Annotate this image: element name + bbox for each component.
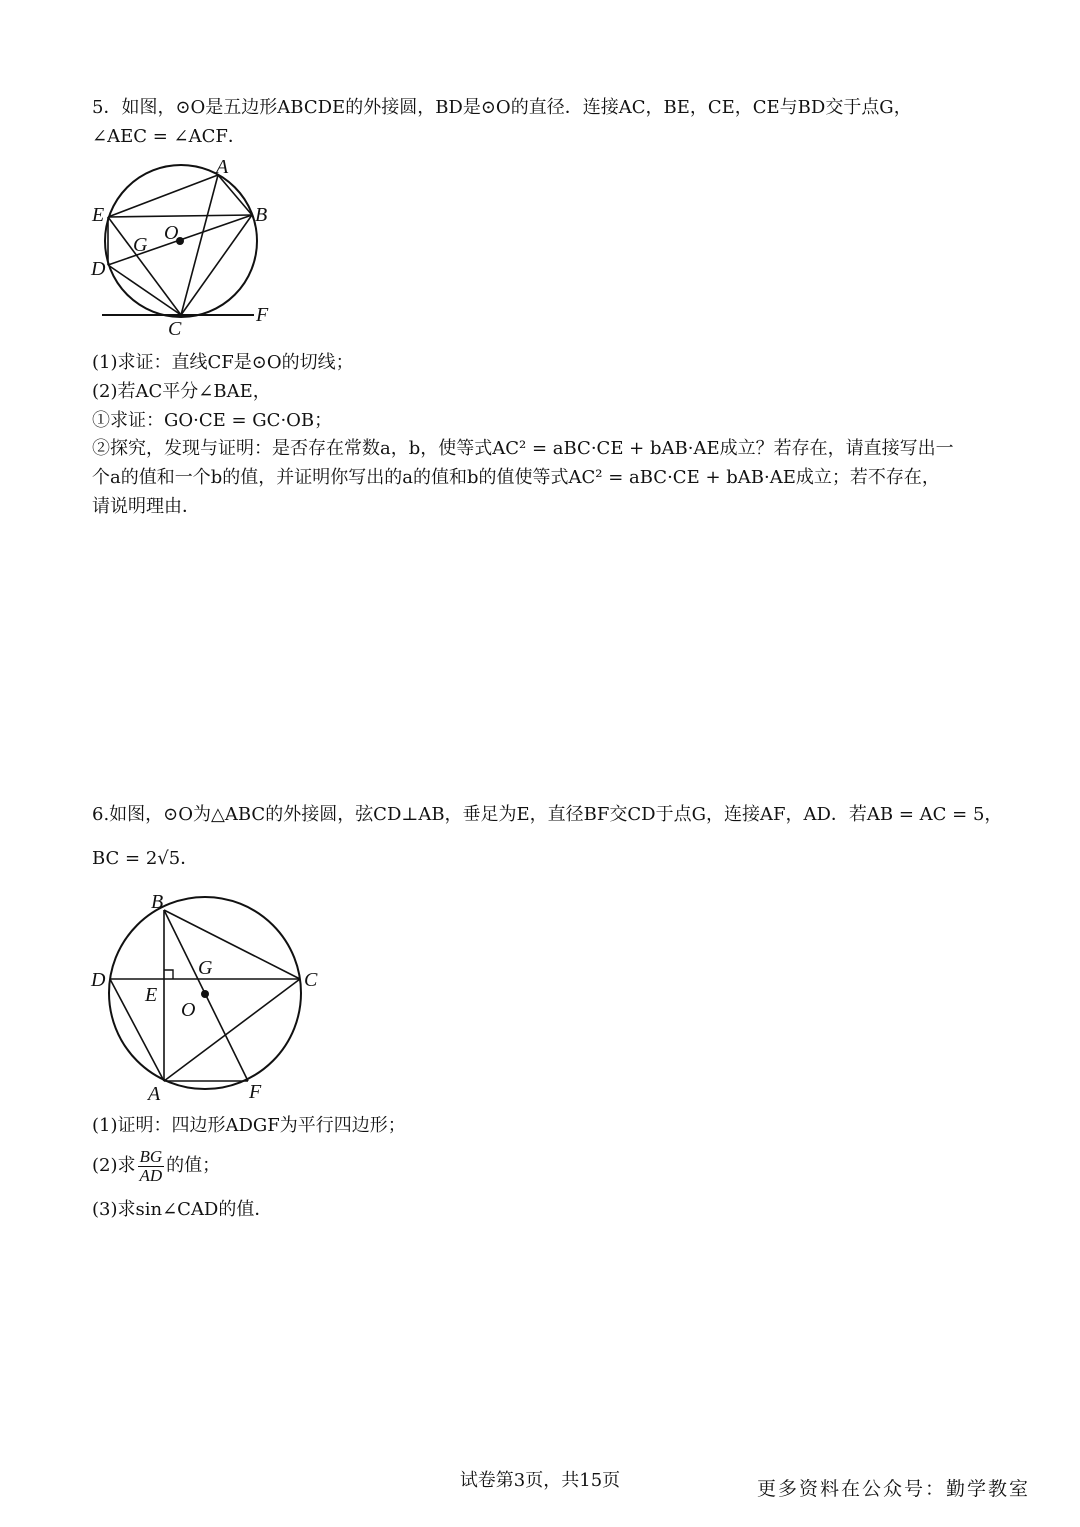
q6-part3: (3)求sin∠CAD的值． <box>92 1199 273 1220</box>
q5-seg-EB <box>108 215 252 217</box>
q5-seg-EA <box>108 175 218 217</box>
q5-seg-BC <box>181 215 252 315</box>
q6-part2 <box>92 1146 220 1186</box>
watermark-text: 更多资料在公众号：勤学教室 <box>756 1478 1030 1500</box>
q5-label-B: B <box>255 204 268 226</box>
q5-part2b-line3: 请说明理由． <box>92 496 200 517</box>
q5-part2: (2)若AC平分∠BAE， <box>92 381 271 402</box>
q6-label-G: G <box>198 957 213 979</box>
q5-label-O: O <box>164 222 179 244</box>
q5-label-E: E <box>92 204 105 226</box>
q5-label-G: G <box>133 234 148 256</box>
q6-part1: (1)证明：四边形ADGF为平行四边形； <box>92 1115 406 1136</box>
q6-center-point <box>201 990 209 998</box>
q5-seg-AC <box>181 175 218 315</box>
q6-fraction-denominator: AD <box>139 1165 163 1185</box>
q5-label-C: C <box>168 318 182 340</box>
q6-label-F: F <box>249 1081 262 1103</box>
q6-label-D: D <box>91 969 106 991</box>
q5-figure <box>88 155 288 345</box>
q5-stem-line1: 5．如图，⊙O是五边形ABCDE的外接圆，BD是⊙O的直径．连接AC，BE，CE，CE与BD交于点G， <box>92 97 912 118</box>
q6-seg-CA <box>164 979 300 1081</box>
q6-seg-BC <box>164 910 300 979</box>
q5-part2a: ①求证：GO·CE = GC·OB； <box>92 410 333 431</box>
q6-label-A: A <box>148 1083 161 1105</box>
q6-part2-suffix: 的值； <box>166 1155 221 1176</box>
q6-label-B: B <box>151 891 164 913</box>
q6-part2-prefix: (2)求 <box>92 1155 136 1176</box>
q6-figure <box>88 888 328 1108</box>
q5-label-A: A <box>216 156 229 178</box>
q5-label-D: D <box>91 258 106 280</box>
q5-label-F: F <box>256 304 269 326</box>
q6-fraction-numerator: BG <box>139 1146 163 1166</box>
q6-label-O: O <box>181 999 196 1021</box>
q6-label-E: E <box>145 984 158 1006</box>
q6-fraction <box>138 1148 165 1185</box>
q6-right-angle-mark <box>164 970 173 979</box>
q6-stem-line1: 6.如图，⊙O为△ABC的外接圆，弦CD⊥AB，垂足为E，直径BF交CD于点G，连接AF，AD．若AB = AC = 5， <box>92 804 1003 825</box>
q5-seg-AB <box>218 175 252 215</box>
q6-label-C: C <box>304 969 318 991</box>
q5-part2b-line2: 个a的值和一个b的值，并证明你写出的a的值和b的值使等式AC² = aBC·CE + bAB·AE成立；若不存在， <box>92 467 940 488</box>
q6-stem-line2: BC = 2√5． <box>92 848 199 869</box>
q5-stem-line2: ∠AEC = ∠ACF． <box>92 126 246 147</box>
q5-part2b-line1: ②探究，发现与证明：是否存在常数a，b，使等式AC² = aBC·CE + bAB·AE成立？若存在，请直接写出一 <box>92 438 954 459</box>
q5-part1: (1)求证：直线CF是⊙O的切线； <box>92 352 354 373</box>
page-footer: 试卷第3页，共15页 <box>459 1470 621 1491</box>
